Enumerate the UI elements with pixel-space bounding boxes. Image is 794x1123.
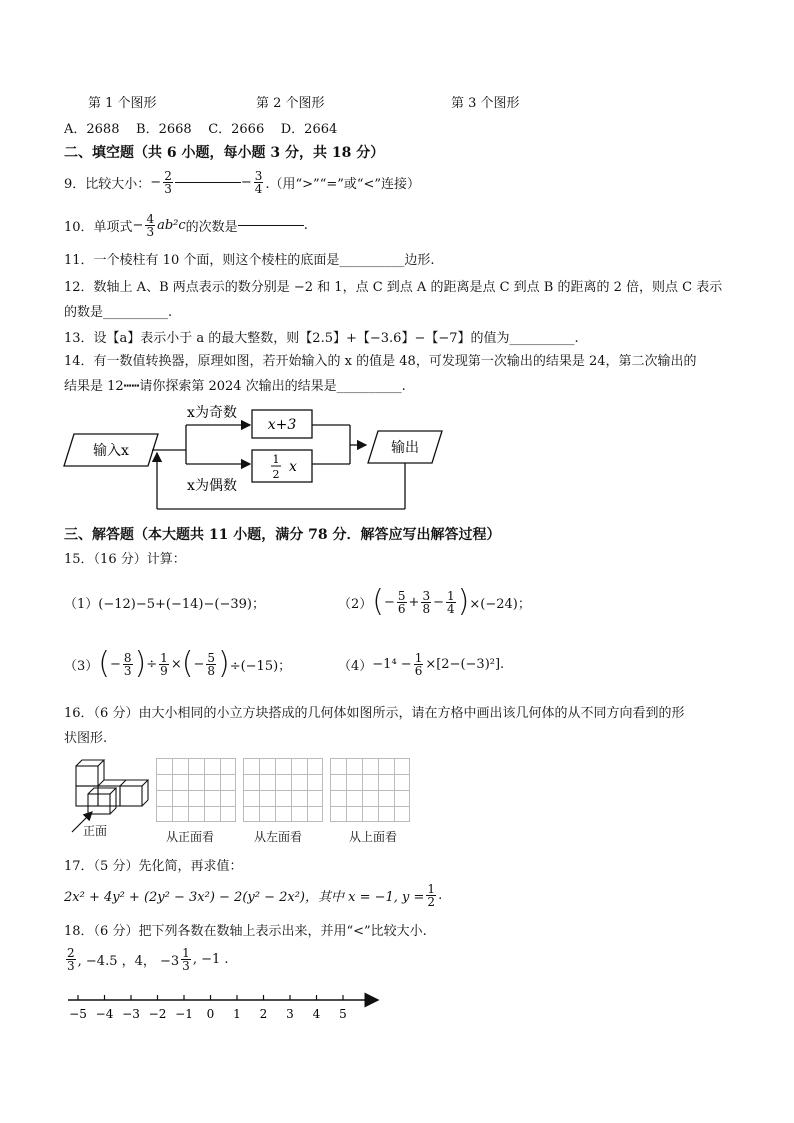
q15-part4 (338, 644, 504, 684)
q12-line2: 的数是__________. (64, 305, 173, 320)
left-paren: ( (181, 646, 194, 681)
operator: × (170, 656, 182, 672)
q9-fraction-2 (254, 170, 264, 195)
fraction (206, 652, 216, 677)
q8-options (64, 118, 337, 137)
number-line[interactable] (64, 990, 394, 1026)
denominator: 3 (123, 663, 132, 678)
denominator: 3 (164, 181, 172, 196)
q15-part2 (338, 582, 531, 622)
sign: − (193, 656, 205, 672)
axis-tick-label: 3 (286, 1007, 294, 1021)
right-paren: ) (217, 646, 230, 681)
q9-tail: .（用“>”“=”或“<”连接） (265, 176, 421, 192)
q16-line1: 16．（6 分）由大小相同的小立方块搭成的几何体如图所示，请在方格中画出该几何体的从不同方向看到的形 (64, 706, 685, 721)
part-label: （4） (338, 658, 373, 674)
denominator: 6 (397, 601, 406, 616)
right-paren: ) (134, 646, 147, 681)
numerator: 1 (182, 945, 190, 960)
denominator: 3 (182, 958, 190, 973)
sign: − (110, 656, 121, 672)
sign: − (384, 594, 395, 610)
figure-label-3: 第 3 个图形 (451, 96, 520, 111)
denominator: 4 (447, 601, 455, 616)
q9-fraction-1 (163, 170, 173, 195)
denominator: 8 (207, 663, 215, 678)
q15-part3 (64, 644, 291, 684)
q18-fraction-1 (66, 947, 76, 972)
operator: ÷ (146, 656, 158, 672)
numerator: 1 (160, 650, 168, 665)
q9-sign2: − (240, 174, 252, 190)
q14-line2: 结果是 12┅┅请你探索第 2024 次输出的结果是__________. (64, 379, 406, 394)
denominator: 4 (254, 181, 263, 196)
numerator: 1 (414, 650, 423, 665)
q13: 13．设【a】表示小于 a 的最大整数，则【2.5】+【−3.6】−【−7】的值为__________. (64, 331, 579, 346)
denominator: 3 (146, 224, 155, 239)
fraction (159, 652, 169, 677)
operator: − (433, 594, 444, 610)
q14-line1: 14．有一数值转换器，原理如图，若开始输入的 x 的值是 48，可发现第一次输出的结果是 24，第二次输出的 (64, 354, 697, 369)
q17-expression (64, 876, 442, 914)
axis-tick-label: −4 (95, 1007, 114, 1021)
part-expression: (−12)−5+(−14)−(−39)； (98, 596, 265, 612)
numerator: 3 (254, 168, 263, 183)
q18-numbers (64, 940, 229, 978)
label-left-view: 从左面看 (254, 830, 303, 844)
front-label: 正面 (83, 824, 108, 838)
q18-end: , −1 . (192, 951, 229, 967)
q9-prefix: 9．比较大小： (64, 176, 151, 192)
q9-answer-blank[interactable] (175, 182, 241, 183)
q17-expr-text: 2x² + 4y² + (2y² − 3x²) − 2(y² − 2x²)，其中 x = −1, y = (64, 889, 425, 905)
label-top-view: 从上面看 (349, 830, 398, 844)
q11: 11．一个棱柱有 10 个面，则这个棱柱的底面是__________边形. (64, 253, 435, 268)
fraction (397, 590, 407, 615)
figure-label-2: 第 2 个图形 (256, 96, 325, 111)
denominator: 3 (67, 958, 75, 973)
part-label: （1） (64, 596, 99, 612)
q10-prefix: 10．单项式 (64, 219, 133, 235)
axis-tick-label: 4 (312, 1007, 321, 1021)
fraction (414, 652, 424, 677)
axis-tick-label: −5 (69, 1007, 87, 1021)
label-front-view: 从正面看 (166, 830, 215, 844)
option-c: C．2666 (208, 122, 265, 137)
op-box-half (252, 450, 312, 482)
grid-top-view[interactable] (330, 758, 410, 822)
q12-line1: 12．数轴上 A、B 两点表示的数分别是 −2 和 1，点 C 到点 A 的距离是点 C 到点 B 的距离的 2 倍，则点 C 表示 (64, 280, 723, 295)
q18-mid: , −4.5 ，4， −3 (77, 953, 180, 969)
q18-fraction-2 (181, 947, 191, 972)
fraction (446, 590, 456, 615)
q9 (64, 163, 420, 201)
numerator: 3 (422, 588, 431, 603)
q15-header: 15．（16 分）计算： (64, 552, 186, 567)
q17-fraction (426, 883, 436, 908)
left-paren: ( (98, 646, 110, 681)
q18-header: 18．（6 分）把下列各数在数轴上表示出来，并用“<”比较大小. (64, 924, 427, 939)
q10-end: . (303, 217, 308, 233)
operator: + (408, 594, 420, 610)
output-label: 输出 (391, 440, 419, 456)
q10-sign: − (132, 217, 144, 233)
section3-title: 三、解答题（本大题共 11 小题，满分 78 分．解答应写出解答过程） (64, 527, 501, 543)
option-d: D．2664 (280, 122, 338, 137)
denominator: 6 (414, 663, 423, 678)
q17-header: 17．（5 分）先化简，再求值： (64, 859, 243, 874)
q10-answer-blank[interactable] (238, 225, 304, 226)
op-add-label: x+3 (267, 417, 297, 433)
numerator: 5 (397, 588, 406, 603)
denominator: 8 (422, 601, 431, 616)
q9-sign1: − (150, 174, 162, 190)
grid-front-view[interactable] (156, 758, 236, 822)
axis-tick-label: 5 (339, 1007, 347, 1021)
numerator: 2 (164, 168, 172, 183)
q10 (64, 206, 308, 244)
odd-label: x为奇数 (187, 405, 237, 421)
left-paren: ( (372, 584, 384, 619)
axis-tick-label: −2 (148, 1007, 167, 1021)
axis-tick-label: 1 (233, 1007, 241, 1021)
numerator: 5 (207, 650, 215, 665)
fraction (123, 652, 133, 677)
even-label: x为偶数 (187, 478, 237, 494)
q16-line2: 状图形. (64, 731, 108, 746)
flow-diagram (60, 398, 480, 518)
numerator: 2 (67, 945, 75, 960)
section2-title: 二、填空题（共 6 小题，每小题 3 分，共 18 分） (64, 145, 385, 161)
q10-fraction (145, 213, 155, 238)
op-half-x: x (289, 459, 297, 475)
axis-tick-label: −1 (175, 1007, 193, 1021)
axis-tick-label: 0 (206, 1007, 215, 1021)
numerator: 1 (447, 588, 455, 603)
numerator: 8 (123, 650, 132, 665)
grid-left-view[interactable] (243, 758, 323, 822)
part-prefix: −1⁴ − (372, 656, 412, 672)
axis-tick-label: −3 (122, 1007, 140, 1021)
part-label: （3） (64, 658, 99, 674)
part-tail: ×[2−(−3)²]. (425, 656, 505, 672)
figure-label-1: 第 1 个图形 (88, 96, 157, 111)
numerator: 1 (427, 881, 436, 896)
op-half-num: 1 (272, 453, 280, 466)
axis-tick-label: 2 (259, 1007, 268, 1021)
q17-end: . (438, 887, 443, 903)
denominator: 2 (427, 894, 436, 909)
option-a: A．2688 (64, 122, 120, 137)
input-label: 输入x (93, 443, 129, 459)
part-tail: ×(−24)； (469, 596, 531, 612)
q15-part1 (64, 582, 265, 622)
denominator: 9 (160, 663, 168, 678)
cube-solid-figure (64, 756, 156, 842)
part-label: （2） (338, 596, 373, 612)
q10-tail: 的次数是 (185, 219, 238, 235)
op-half-den: 2 (272, 468, 280, 481)
fraction (421, 590, 431, 615)
right-paren: ) (457, 584, 470, 619)
option-b: B．2668 (136, 122, 192, 137)
part-tail: ÷(−15)； (229, 658, 292, 674)
numerator: 4 (146, 211, 155, 226)
q10-monomial: ab²c (157, 217, 186, 233)
